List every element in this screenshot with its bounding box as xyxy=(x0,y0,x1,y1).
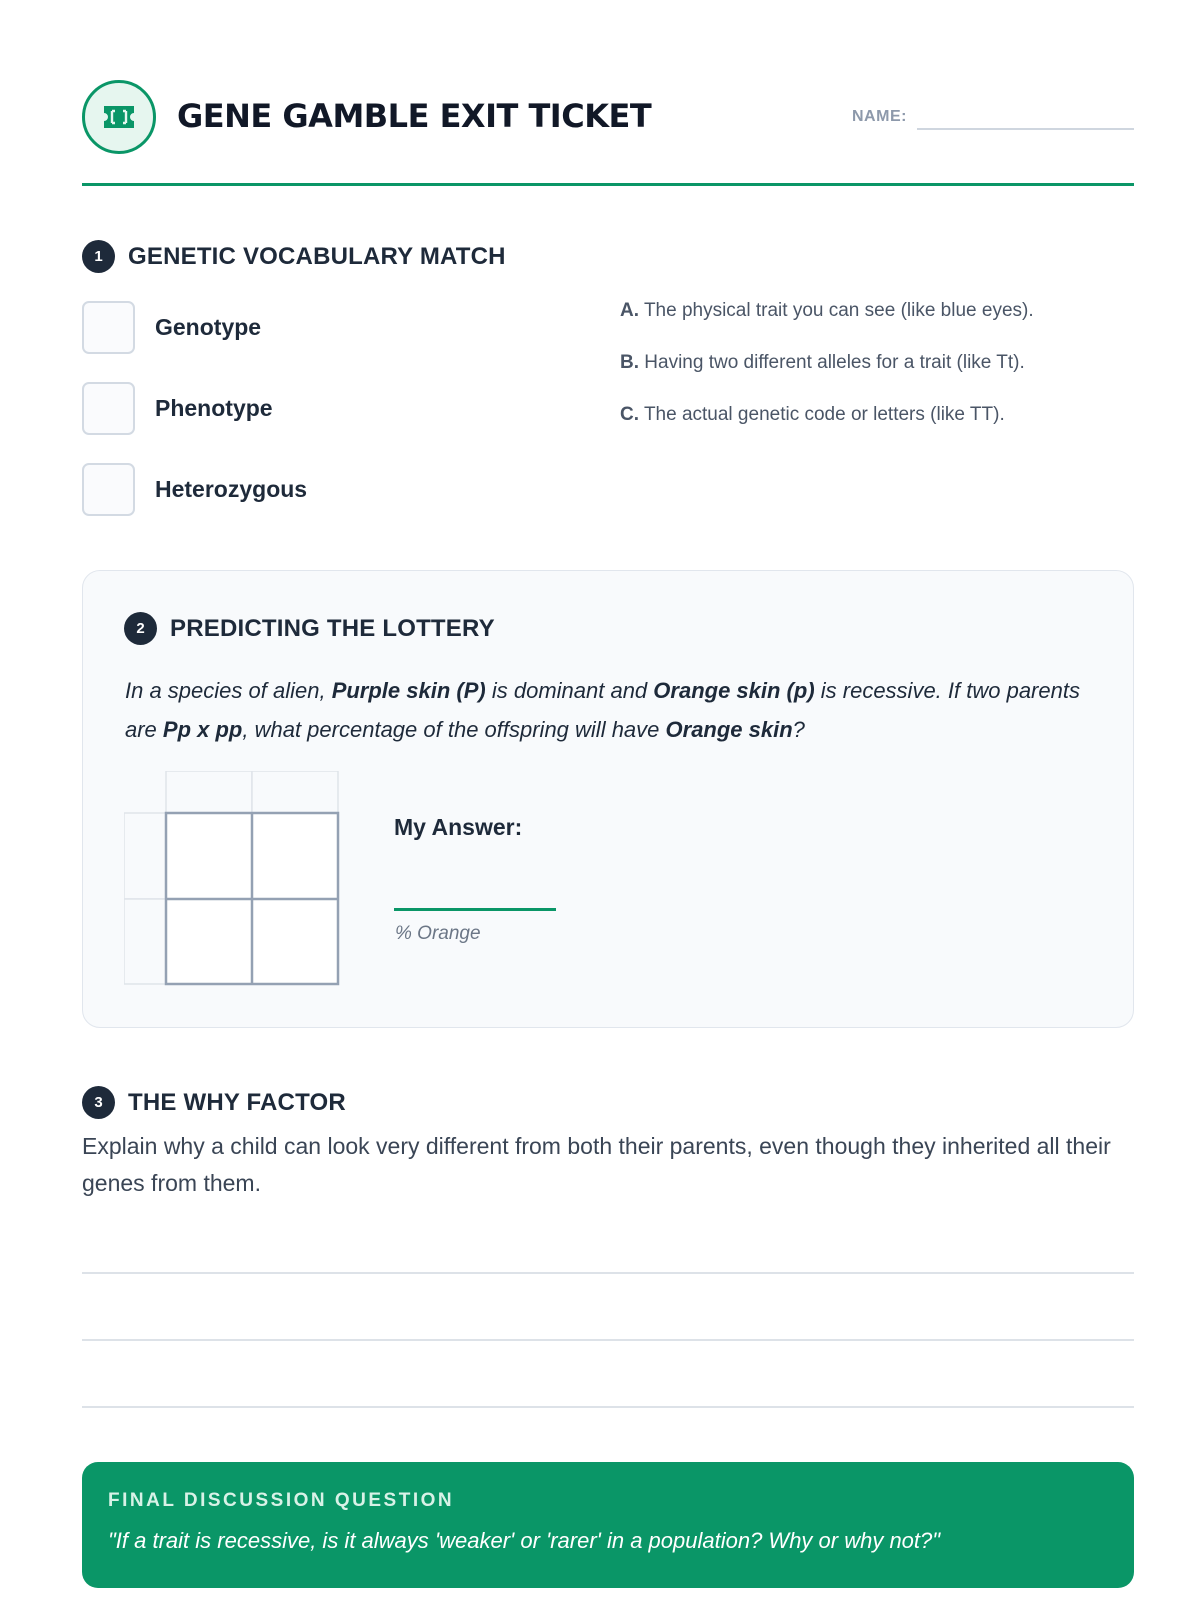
answer-label: My Answer: xyxy=(394,814,523,840)
section-1-heading xyxy=(82,240,506,273)
page-title: GENE GAMBLE EXIT TICKET xyxy=(177,97,652,135)
vocab-row-heterozygous xyxy=(82,463,307,516)
answer-box[interactable] xyxy=(82,463,135,516)
name-input-line[interactable] xyxy=(917,128,1134,130)
definition-b xyxy=(620,352,1025,374)
section-title: GENETIC VOCABULARY MATCH xyxy=(128,242,506,270)
definition-text: The physical trait you can see (like blue eyes). xyxy=(643,300,1034,321)
definition-letter: A. xyxy=(620,300,639,321)
definition-text: The actual genetic code or letters (like TT). xyxy=(643,404,1005,425)
section-number: 3 xyxy=(82,1086,115,1119)
vocab-term: Heterozygous xyxy=(155,476,308,502)
answer-unit: % Orange xyxy=(395,923,481,944)
final-question: "If a trait is recessive, is it always 'weaker' or 'rarer' in a population? Why or why not?" xyxy=(108,1528,941,1553)
vocab-term: Phenotype xyxy=(155,395,273,421)
definition-a xyxy=(620,300,1034,322)
section-2-heading xyxy=(124,612,495,645)
writing-line[interactable] xyxy=(82,1272,1134,1274)
definition-letter: C. xyxy=(620,404,639,425)
section-title: PREDICTING THE LOTTERY xyxy=(170,614,495,642)
problem-text: In a species of alien, Purple skin (P) is dominant and Orange skin (p) is recessive. If two parents are Pp x pp, what percentage of the offspring will have Orange skin? xyxy=(125,678,1080,742)
lottery-card xyxy=(82,570,1134,1028)
header xyxy=(82,80,1134,186)
name-label: NAME: xyxy=(852,108,907,125)
section-3-heading xyxy=(82,1086,346,1119)
answer-box[interactable] xyxy=(82,301,135,354)
section-number: 1 xyxy=(82,240,115,273)
ticket-icon xyxy=(82,80,156,154)
definition-text: Having two different alleles for a trait (like Tt). xyxy=(644,352,1025,373)
why-prompt: Explain why a child can look very different from both their parents, even though they inherited all their genes from them. xyxy=(82,1133,1111,1196)
section-title: THE WHY FACTOR xyxy=(128,1088,346,1116)
final-label: FINAL DISCUSSION QUESTION xyxy=(108,1490,455,1511)
vocab-row-phenotype xyxy=(82,382,273,435)
answer-box[interactable] xyxy=(82,382,135,435)
answer-input-line[interactable] xyxy=(394,908,556,911)
vocab-term: Genotype xyxy=(155,314,262,340)
definition-c xyxy=(620,404,1005,426)
punnett-square[interactable] xyxy=(124,771,344,986)
vocab-row-genotype xyxy=(82,301,261,354)
final-discussion-banner xyxy=(82,1462,1134,1588)
section-number: 2 xyxy=(124,612,157,645)
definition-letter: B. xyxy=(620,352,639,373)
writing-line[interactable] xyxy=(82,1339,1134,1341)
writing-line[interactable] xyxy=(82,1406,1134,1408)
